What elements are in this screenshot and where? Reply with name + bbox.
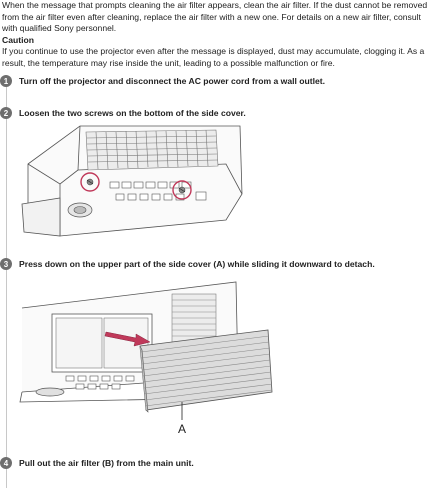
step-3-badge: 3 — [0, 258, 12, 270]
step-2-badge: 2 — [0, 107, 12, 119]
step-4-text: Pull out the air filter (B) from the main unit. — [19, 458, 194, 468]
step-2-text: Loosen the two screws on the bottom of the side cover. — [19, 108, 246, 118]
step-timeline — [6, 80, 7, 488]
step-3-text: Press down on the upper part of the side cover (A) while sliding it downward to detach. — [19, 259, 375, 269]
step-4-badge: 4 — [0, 457, 12, 469]
figure-side-cover-screws — [20, 124, 250, 242]
caution-heading: Caution — [2, 34, 34, 45]
intro-section — [2, 0, 438, 69]
label-a: A — [177, 422, 187, 436]
caution-text: If you continue to use the projector even after the message is displayed, dust may accumulate, clogging it. As a result, the temperature may rise inside the unit, leading to a possible malfunction or fire. — [2, 46, 425, 68]
step-1-badge: 1 — [0, 75, 12, 87]
figure-detach-side-cover — [16, 280, 286, 448]
intro-paragraph: When the message that prompts cleaning the air filter appears, clean the air filter. If the dust cannot be removed from the air filter even after cleaning, replace the air filter with a new one. For details on a new air filter, consult with qualified Sony personnel. — [2, 0, 428, 33]
step-1-text: Turn off the projector and disconnect the AC power cord from a wall outlet. — [19, 76, 326, 86]
